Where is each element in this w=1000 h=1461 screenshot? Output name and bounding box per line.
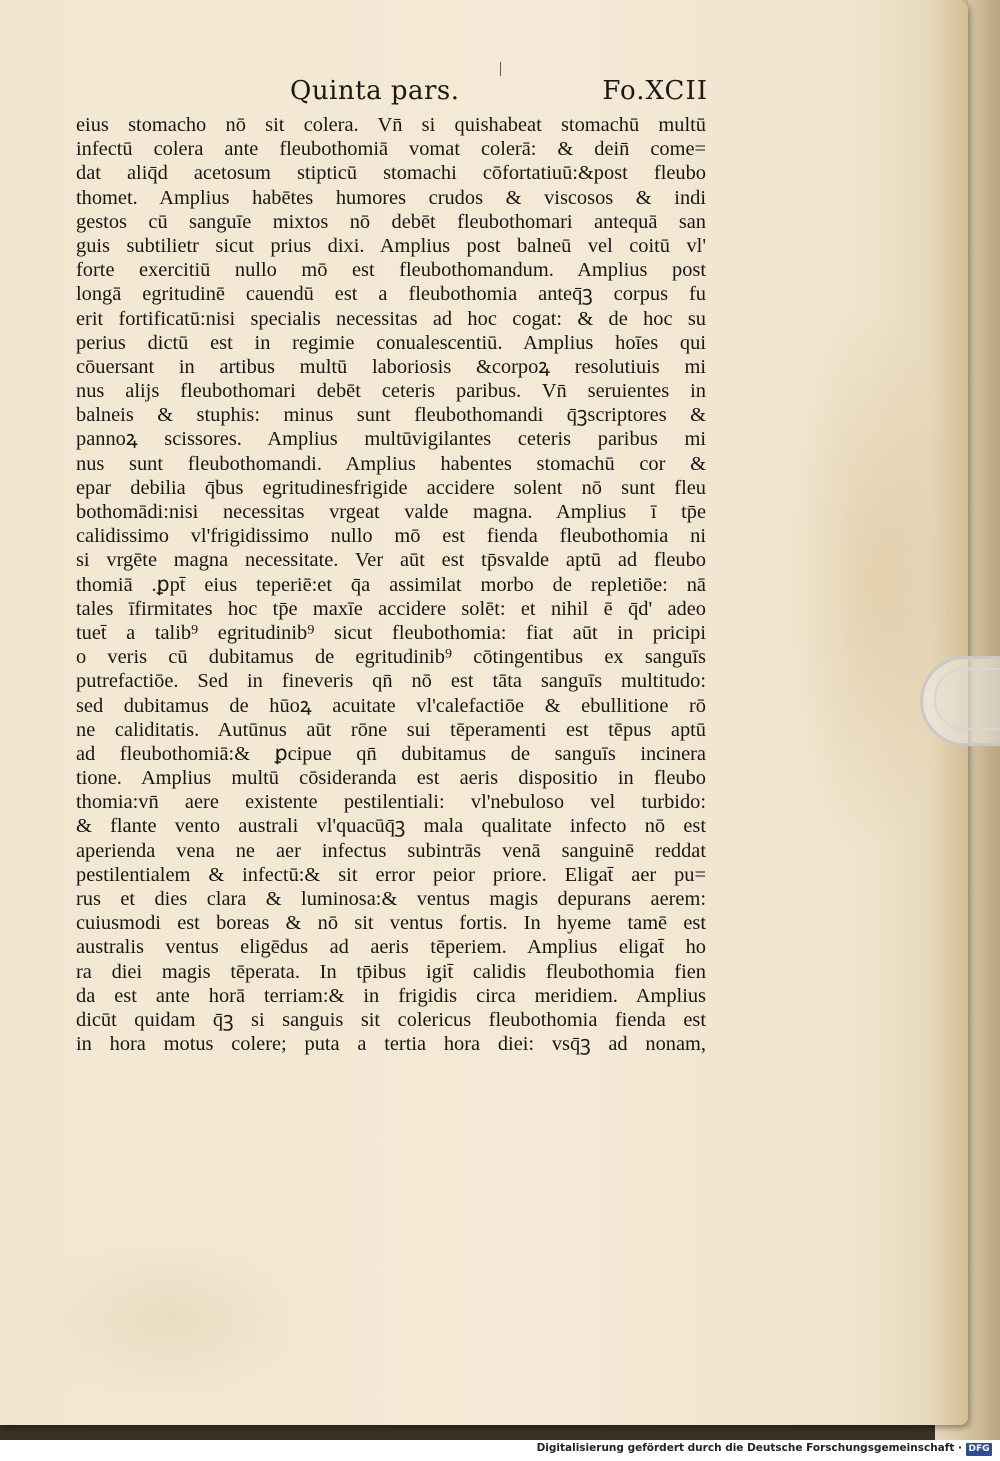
text-line: tione. Amplius multū cōsideranda est aeris dispositio in fleubo <box>76 767 706 790</box>
dfg-logo: DFG <box>966 1443 992 1456</box>
text-line: in hora motus colere; puta a tertia hora diei: vsq̄ꝫ ad nonam, <box>76 1033 706 1056</box>
text-line: o veris cū dubitamus de egritudinib⁹ cōtingentibus ex sanguīs <box>76 646 706 669</box>
text-line: balneis & stuphis: minus sunt fleubothomandi q̄ꝫscriptores & <box>76 404 706 427</box>
text-line: thomiā .ꝑpt̄ eius teperiē:et q̄a assimilat morbo de repletiōe: nā <box>76 573 706 596</box>
running-header <box>290 76 708 112</box>
paper-stain <box>20 1230 320 1410</box>
text-line: dat aliq̄d acetosum stipticū stomachi cōfortatiuū:&post fleubo <box>76 162 706 185</box>
text-line: rus et dies clara & luminosa:& ventus magis depurans aerem: <box>76 888 706 910</box>
text-line: sed dubitamus de hūoꝝ acuitate vl'calefactiōe & ebullitione rō <box>76 694 706 717</box>
text-line: longā egritudinē cauendū est a fleubothomia anteq̄ꝫ corpus fu <box>76 283 706 306</box>
paper-clip-inner <box>934 668 1000 730</box>
text-line: nus alijs fleubothomari debēt ceteris paribus. Vn̄ seruientes in <box>76 380 706 403</box>
text-line: aperienda vena ne aer infectus subintrās venā sanguinē reddat <box>76 839 706 862</box>
text-line: da est ante horā terriam:& in frigidis circa meridiem. Amplius <box>76 984 706 1007</box>
text-line: pannoꝝ scissores. Amplius multūvigilantes ceteris paribus mi <box>76 428 706 451</box>
body-text-block <box>76 113 706 1056</box>
text-line: eius stomacho nō sit colera. Vn̄ si quishabeat stomachū multū <box>76 114 706 136</box>
header-section-title: Quinta pars. <box>290 76 460 106</box>
text-line: thomia:vn̄ aere existente pestilentiali: vl'nebuloso vel turbido: <box>76 791 706 814</box>
text-line: cōuersant in artibus multū laboriosis &corpoꝝ resolutiuis mi <box>76 355 706 378</box>
binding-mark <box>500 62 501 76</box>
text-line: ne caliditatis. Autūnus aūt rōne sui tēperamenti est tēpus aptū <box>76 718 706 741</box>
text-line: ad fleubothomiā:& ꝑcipue qn̄ dubitamus de sanguīs incinera <box>76 742 706 765</box>
text-line: australis ventus eligēdus ad aeris tēperiem. Amplius eligat̄ ho <box>76 936 706 959</box>
text-line: bothomādi:nisi necessitas vrgeat valde magna. Amplius ī tp̄e <box>76 501 706 523</box>
text-line: perius dictū est in regimie conualescentiū. Amplius hoīes qui <box>76 331 706 354</box>
text-line: ra diei magis tēperata. In tp̄ibus igit̄ calidis fleubothomia fien <box>76 960 706 983</box>
text-line: guis subtilietr sicut prius dixi. Amplius post balneū vel coitū vl' <box>76 234 706 257</box>
funding-credit: Digitalisierung gefördert durch die Deutsche Forschungsgemeinschaft · <box>536 1442 962 1454</box>
text-line: infectū colera ante fleubothomiā vomat colerā: & dein̄ come= <box>76 138 706 161</box>
text-line: gestos cū sanguīe mixtos nō debēt fleubothomari antequā san <box>76 210 706 233</box>
text-line: putrefactiōe. Sed in fineveris qn̄ nō est tāta sanguīs multitudo: <box>76 670 706 693</box>
text-line: forte exercitiū nullo mō est fleubothomandum. Amplius post <box>76 259 706 282</box>
text-line: tuet̄ a talib⁹ egritudinib⁹ sicut fleubothomia: fiat aūt in pricipi <box>76 621 706 644</box>
folio-number: Fo.XCII <box>602 76 708 106</box>
text-line: nus sunt fleubothomandi. Amplius habentes stomachū cor & <box>76 452 706 475</box>
text-line: cuiusmodi est boreas & nō sit ventus fortis. In hyeme tamē est <box>76 912 706 935</box>
text-line: thomet. Amplius habētes humores crudos & viscosos & indi <box>76 186 706 209</box>
text-line: erit fortificatū:nisi specialis necessitas ad hoc cogat: & de hoc su <box>76 307 706 330</box>
text-line: pestilentialem & infectū:& sit error peior priore. Eligat̄ aer pu= <box>76 863 706 886</box>
paper-stain <box>790 300 960 860</box>
text-line: dicūt quidam q̄ꝫ si sanguis sit colericus fleubothomia fienda est <box>76 1008 706 1031</box>
text-line: si vrgēte magna necessitate. Ver aūt est tp̄svalde aptū ad fleubo <box>76 549 706 572</box>
text-line: & flante vento australi vl'quacūq̄ꝫ mala qualitate infecto nō est <box>76 815 706 838</box>
text-line: epar debilia q̄bus egritudinesfrigide accidere solent nō sunt fleu <box>76 476 706 499</box>
footer-bar <box>0 1440 1000 1461</box>
text-line: tales īfirmitates hoc tp̄e maxīe accidere solēt: et nihil ē q̄d' adeo <box>76 597 706 620</box>
text-line: calidissimo vl'frigidissimo nullo mō est fienda fleubothomia ni <box>76 525 706 548</box>
